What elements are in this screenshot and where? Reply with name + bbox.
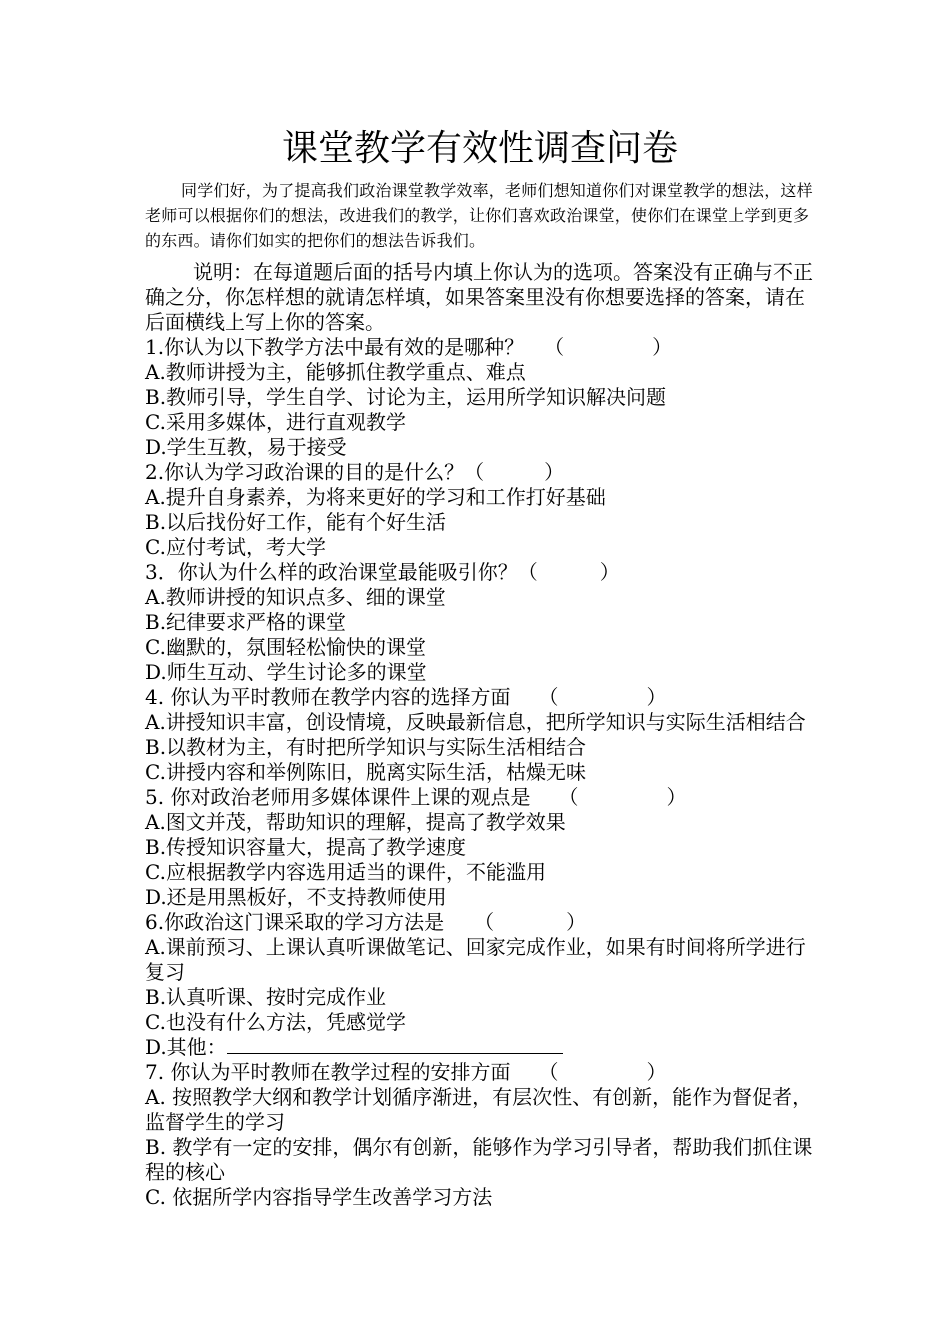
answer-bracket-close: ） (646, 1060, 667, 1084)
answer-bracket-close: ） (646, 685, 667, 709)
option: D.还是用黑板好，不支持教师使用 (145, 885, 447, 909)
question-7-label: 7. 你认为平时教师在教学过程的安排方面 (145, 1060, 511, 1084)
option: A.教师讲授为主，能够抓住教学重点、难点 (145, 360, 526, 384)
document-title: 课堂教学有效性调查问卷 (281, 128, 678, 169)
answer-bracket-close: ） (544, 460, 565, 484)
instructions-paragraph: 说明：在每道题后面的括号内填上你认为的选项。答案没有正确与不正确之分，你怎样想的就请怎样填，如果答案里没有你想要选择的答案，请在后面横线上写上你的答案。 (145, 260, 813, 334)
option: A.图文并茂，帮助知识的理解，提高了教学效果 (145, 810, 566, 834)
option: B. 教学有一定的安排，偶尔有创新，能够作为学习引导者，帮助我们抓住课程的核心 (145, 1135, 813, 1184)
option: A.课前预习、上课认真听课做笔记、回家完成作业，如果有时间将所学进行复习 (145, 935, 806, 984)
option: C.应付考试，考大学 (145, 535, 326, 559)
question-2-label: 2.你认为学习政治课的目的是什么？ (145, 460, 465, 484)
option: A.教师讲授的知识点多、细的课堂 (145, 585, 446, 609)
option: D.学生互教，易于接受 (145, 435, 347, 459)
question-3-text (145, 560, 815, 585)
other-answer-line[interactable] (227, 1035, 563, 1054)
option: B.纪律要求严格的课堂 (145, 610, 347, 634)
answer-bracket-open: （ (538, 1060, 559, 1084)
answer-bracket-open: （ (517, 560, 538, 584)
option: D.师生互动、学生讨论多的课堂 (145, 660, 427, 684)
question-1-text (145, 335, 815, 360)
answer-bracket-open: （ (538, 685, 559, 709)
question-3-label: 3．你认为什么样的政治课堂最能吸引你？ (145, 560, 518, 584)
option: B.以教材为主，有时把所学知识与实际生活相结合 (145, 735, 587, 759)
question-2-text (145, 460, 815, 485)
option: C. 依据所学内容指导学生改善学习方法 (145, 1185, 493, 1209)
answer-bracket-open: （ (474, 910, 495, 934)
question-7 (145, 1060, 815, 1210)
question-5-text (145, 785, 815, 810)
answer-bracket-close: ） (666, 785, 687, 809)
option: A. 按照教学大纲和教学计划循序渐进，有层次性、有创新，能作为督促者，监督学生的学习 (145, 1085, 813, 1134)
question-4-label: 4. 你认为平时教师在教学内容的选择方面 (145, 685, 511, 709)
answer-bracket-close: ） (652, 335, 673, 359)
option: C.讲授内容和举例陈旧，脱离实际生活，枯燥无味 (145, 760, 586, 784)
other-option (145, 1035, 815, 1060)
question-1 (145, 335, 815, 460)
question-6-text (145, 910, 815, 935)
option: C.采用多媒体，进行直观教学 (145, 410, 406, 434)
intro-paragraph: 同学们好，为了提高我们政治课堂教学效率，老师们想知道你们对课堂教学的想法，这样老师可以根据你们的想法，改进我们的教学，让你们喜欢政治课堂，使你们在课堂上学到更多的东西。请你们如实的把你们的想法告诉我们。 (145, 181, 813, 250)
answer-bracket-open: （ (464, 460, 485, 484)
question-6 (145, 910, 815, 1060)
option: A.讲授知识丰富，创设情境，反映最新信息，把所学知识与实际生活相结合 (145, 710, 806, 734)
question-4-text (145, 685, 815, 710)
question-7-text (145, 1060, 815, 1085)
other-option-label: D.其他： (145, 1035, 227, 1059)
answer-bracket-open: （ (558, 785, 579, 809)
option: C.也没有什么方法，凭感觉学 (145, 1010, 406, 1034)
question-1-label: 1.你认为以下教学方法中最有效的是哪种？ (145, 335, 525, 359)
answer-bracket-close: ） (566, 910, 587, 934)
option: C.幽默的，氛围轻松愉快的课堂 (145, 635, 426, 659)
answer-bracket-open: （ (544, 335, 565, 359)
option: B.以后找份好工作，能有个好生活 (145, 510, 447, 534)
question-5 (145, 785, 815, 910)
option: A.提升自身素养，为将来更好的学习和工作打好基础 (145, 485, 606, 509)
question-2 (145, 460, 815, 560)
question-4 (145, 685, 815, 785)
option: C.应根据教学内容选用适当的课件，不能滥用 (145, 860, 546, 884)
option: B.传授知识容量大，提高了教学速度 (145, 835, 467, 859)
option: B.认真听课、按时完成作业 (145, 985, 387, 1009)
question-6-label: 6.你政治这门课采取的学习方法是 (145, 910, 445, 934)
questionnaire (145, 126, 815, 1210)
answer-bracket-close: ） (599, 560, 620, 584)
option: B.教师引导，学生自学、讨论为主，运用所学知识解决问题 (145, 385, 667, 409)
question-5-label: 5. 你对政治老师用多媒体课件上课的观点是 (145, 785, 531, 809)
question-3 (145, 560, 815, 685)
